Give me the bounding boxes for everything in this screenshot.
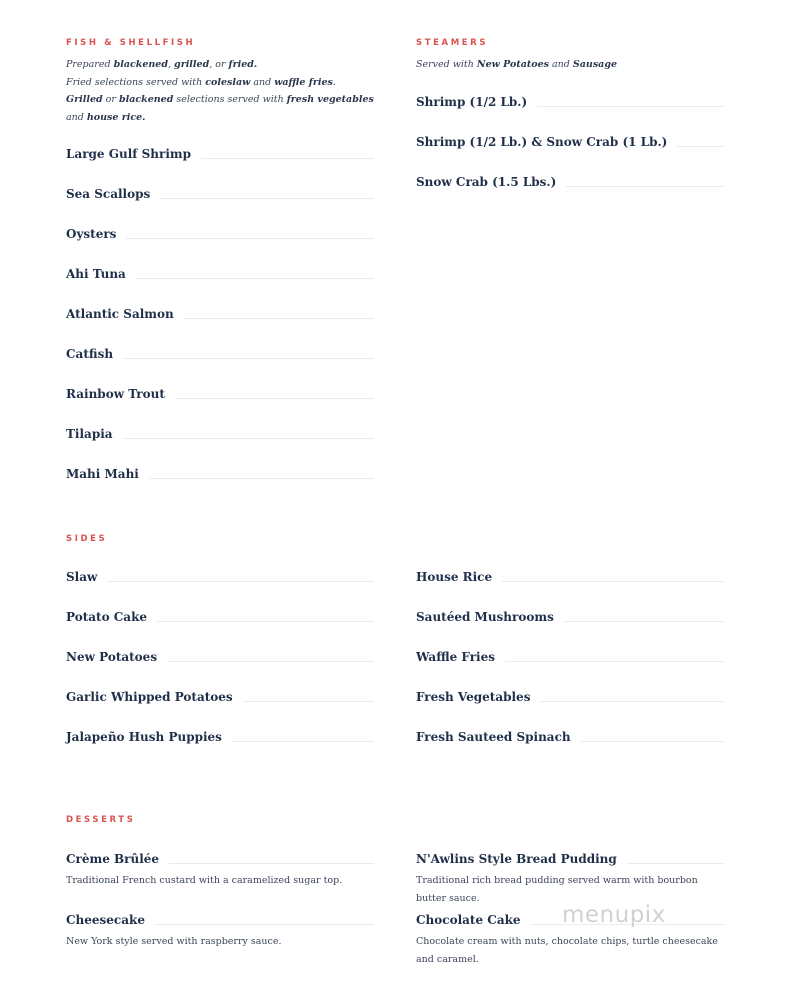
item-description: Traditional rich bread pudding served warm with bourbon butter sauce. (416, 875, 698, 904)
watermark-logo: menupix (562, 902, 666, 928)
item-description: Traditional French custard with a caramelized sugar top. (66, 875, 343, 886)
leader-line (169, 863, 374, 864)
leader-line (123, 438, 374, 439)
item-name: Slaw (66, 570, 98, 584)
leader-line (160, 198, 374, 199)
menu-item (66, 687, 374, 707)
item-name: Large Gulf Shrimp (66, 147, 191, 161)
menu-item (416, 92, 724, 112)
leader-line (677, 146, 724, 147)
item-name: Tilapia (66, 427, 113, 441)
steamers-note: Served with New Potatoes and Sausage (416, 59, 618, 70)
item-name: Potato Cake (66, 610, 148, 624)
item-name: Fresh Vegetables (416, 690, 531, 704)
menu-item (66, 264, 374, 284)
menu-item (66, 144, 374, 164)
item-name: Waffle Fries (416, 650, 496, 664)
item-name: Jalapeño Hush Puppies (66, 730, 222, 744)
item-name: Crème Brûlée (66, 852, 160, 866)
item-name: Shrimp (1/2 Lb.) & Snow Crab (1 Lb.) (416, 135, 668, 149)
item-name: Oysters (66, 227, 117, 241)
item-name: Chocolate Cake (416, 913, 521, 927)
fish-note-line-3: Grilled or blackened selections served with fresh vegetables and house rice. (66, 94, 374, 123)
item-name: House Rice (416, 570, 493, 584)
fish-note-line-2: Fried selections served with coleslaw and waffle fries. (66, 76, 336, 88)
fish-note-line-1: Prepared blackened, grilled, or fried. (66, 59, 258, 70)
leader-line (175, 398, 374, 399)
leader-line (537, 106, 724, 107)
item-name: Atlantic Salmon (66, 307, 174, 321)
menu-item (66, 424, 374, 444)
dessert-left-2 (66, 877, 374, 967)
steamers-section (416, 38, 724, 208)
menu-item (416, 849, 724, 869)
fish-section (66, 38, 374, 488)
item-name: Shrimp (1/2 Lb.) (416, 95, 528, 109)
menu-item (66, 727, 374, 747)
sides-section (66, 534, 724, 754)
leader-line (167, 661, 374, 662)
fish-heading: FISH & SHELLFISH (66, 38, 196, 48)
item-name: Snow Crab (1.5 Lbs.) (416, 175, 557, 189)
menu-item (66, 184, 374, 204)
menu-item (66, 910, 374, 930)
menu-item (416, 647, 724, 667)
item-name: Cheesecake (66, 913, 145, 927)
leader-line (505, 661, 724, 662)
leader-line (184, 318, 374, 319)
menu-item (66, 384, 374, 404)
menu-item (416, 132, 724, 152)
leader-line (232, 741, 374, 742)
menu-item (66, 607, 374, 627)
leader-line (136, 278, 374, 279)
menu-item (66, 224, 374, 244)
menu-item (416, 727, 724, 747)
item-name: New Potatoes (66, 650, 158, 664)
sides-heading: SIDES (66, 534, 108, 544)
leader-line (243, 701, 374, 702)
fish-note (66, 56, 374, 126)
leader-line (126, 238, 374, 239)
leader-line (123, 358, 374, 359)
item-description: Chocolate cream with nuts, chocolate chips, turtle cheesecake and caramel. (416, 936, 718, 965)
item-name: Rainbow Trout (66, 387, 165, 401)
leader-line (157, 621, 374, 622)
menu-item (66, 849, 374, 869)
item-name: Garlic Whipped Potatoes (66, 690, 233, 704)
menu-item (416, 172, 724, 192)
steamers-heading: STEAMERS (416, 38, 489, 48)
menu-item (416, 567, 724, 587)
leader-line (566, 186, 724, 187)
item-name: Sautéed Mushrooms (416, 610, 554, 624)
leader-line (627, 863, 724, 864)
leader-line (581, 741, 724, 742)
menu-item (416, 687, 724, 707)
item-name: Ahi Tuna (66, 267, 126, 281)
item-description: New York style served with raspberry sauce. (66, 936, 282, 947)
menu-item (66, 304, 374, 324)
menu-item (66, 464, 374, 484)
item-name: N'Awlins Style Bread Pudding (416, 852, 617, 866)
leader-line (564, 621, 724, 622)
menu-item (66, 567, 374, 587)
item-name: Catfish (66, 347, 114, 361)
menu-item (66, 344, 374, 364)
sides-left-column (66, 534, 374, 754)
item-name: Mahi Mahi (66, 467, 139, 481)
menu-item (416, 607, 724, 627)
leader-line (502, 581, 724, 582)
leader-line (149, 478, 374, 479)
menu-item (66, 647, 374, 667)
item-name: Fresh Sauteed Spinach (416, 730, 571, 744)
leader-line (201, 158, 374, 159)
leader-line (107, 581, 374, 582)
sides-right-column (416, 534, 724, 754)
desserts-heading: DESSERTS (66, 815, 136, 825)
leader-line (155, 924, 374, 925)
leader-line (540, 701, 724, 702)
item-name: Sea Scallops (66, 187, 151, 201)
